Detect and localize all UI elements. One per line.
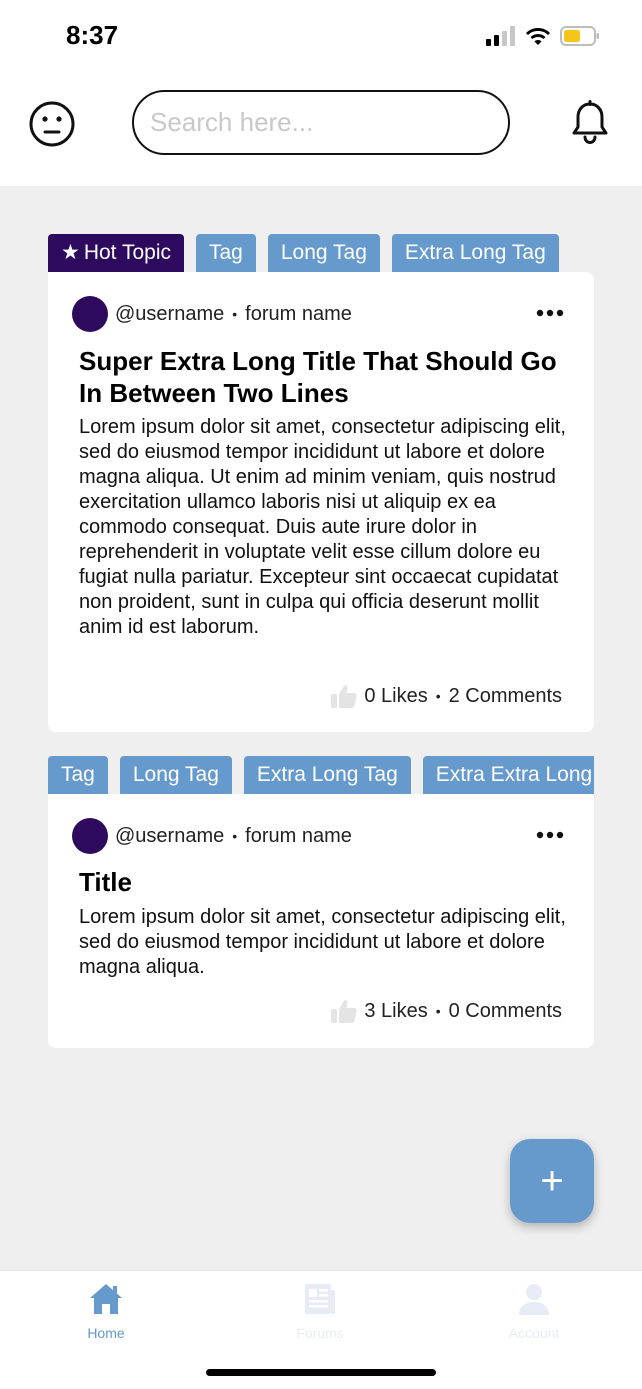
post-meta xyxy=(72,296,352,332)
post-forum-name[interactable]: forum name xyxy=(245,302,352,325)
post-tags xyxy=(48,234,594,272)
likes-count: 0 Likes xyxy=(364,684,428,707)
post-username[interactable]: @username xyxy=(115,824,225,847)
tag[interactable]: Extra Extra Long xyxy=(423,756,594,794)
post-tags xyxy=(48,756,594,794)
tag[interactable]: Long Tag xyxy=(120,756,232,794)
avatar[interactable] xyxy=(72,818,108,854)
nav-item-forums[interactable] xyxy=(250,1281,390,1351)
post-forum-name[interactable]: forum name xyxy=(245,824,352,847)
search-input[interactable] xyxy=(132,90,510,155)
profile-face-icon[interactable] xyxy=(28,100,76,148)
person-icon xyxy=(516,1281,552,1317)
more-options-icon[interactable] xyxy=(536,308,564,318)
status-time: 8:37 xyxy=(66,20,119,50)
notification-bell-icon[interactable] xyxy=(570,100,610,146)
likes-count: 3 Likes xyxy=(364,999,428,1022)
plus-icon: + xyxy=(540,1158,564,1203)
tag-hot-topic[interactable] xyxy=(48,234,184,272)
separator-dot: • xyxy=(435,688,441,704)
like-thumb-icon[interactable] xyxy=(330,998,358,1024)
separator-dot: • xyxy=(232,828,238,844)
post-meta xyxy=(72,818,352,854)
wifi-icon xyxy=(525,24,551,46)
bottom-navigation xyxy=(0,1270,642,1389)
create-post-button[interactable] xyxy=(510,1139,594,1223)
separator-dot: • xyxy=(232,306,238,322)
post-stats xyxy=(330,682,562,710)
post-body: Lorem ipsum dolor sit amet, consectetur adipiscing elit, sed do eiusmod tempor incididunt ut labore et dolore magna aliqua. Ut enim ad minim veniam, quis nostrud exercitation ullamco laboris nisi ut aliquip ex ea commodo consequat. Duis aute irure dolor in reprehenderit in voluptate velit esse cillum dolore eu fugiat nulla pariatur. Excepteur sint occaecat cupidatat non proident, sunt in culpa qui officia deserunt mollit anim id est laborum. xyxy=(79,416,566,638)
post-stats xyxy=(330,997,562,1025)
nav-label: Home xyxy=(87,1325,125,1341)
tag[interactable]: Tag xyxy=(196,234,256,272)
post-title[interactable]: Super Extra Long Title That Should Go In Between Two Lines xyxy=(79,346,557,408)
star-icon: ★ xyxy=(61,241,80,264)
top-header xyxy=(0,72,642,186)
nav-item-account[interactable] xyxy=(464,1281,604,1351)
post-body: Lorem ipsum dolor sit amet, consectetur adipiscing elit, sed do eiusmod tempor incididunt ut labore et dolore magna aliqua. xyxy=(79,906,566,978)
nav-label: Account xyxy=(508,1325,560,1341)
avatar[interactable] xyxy=(72,296,108,332)
post-card[interactable] xyxy=(48,272,594,732)
cellular-signal-icon xyxy=(486,26,516,46)
post-username[interactable]: @username xyxy=(115,302,225,325)
home-icon xyxy=(88,1281,124,1317)
battery-icon xyxy=(560,26,600,46)
home-indicator[interactable] xyxy=(206,1369,436,1376)
post-title[interactable]: Title xyxy=(79,867,132,897)
more-options-icon[interactable] xyxy=(536,830,564,840)
tag-label: Hot Topic xyxy=(83,241,171,264)
newspaper-icon xyxy=(302,1281,338,1317)
comments-count[interactable]: 2 Comments xyxy=(448,684,562,707)
post-feed xyxy=(0,186,642,1270)
tag[interactable]: Tag xyxy=(48,756,108,794)
separator-dot: • xyxy=(435,1003,441,1019)
post-card[interactable] xyxy=(48,794,594,1048)
tag[interactable]: Extra Long Tag xyxy=(244,756,411,794)
comments-count[interactable]: 0 Comments xyxy=(448,999,562,1022)
like-thumb-icon[interactable] xyxy=(330,683,358,709)
tag[interactable]: Long Tag xyxy=(268,234,380,272)
nav-label: Forums xyxy=(296,1325,344,1341)
tag[interactable]: Extra Long Tag xyxy=(392,234,559,272)
nav-item-home[interactable] xyxy=(36,1281,176,1351)
status-bar xyxy=(0,0,642,72)
